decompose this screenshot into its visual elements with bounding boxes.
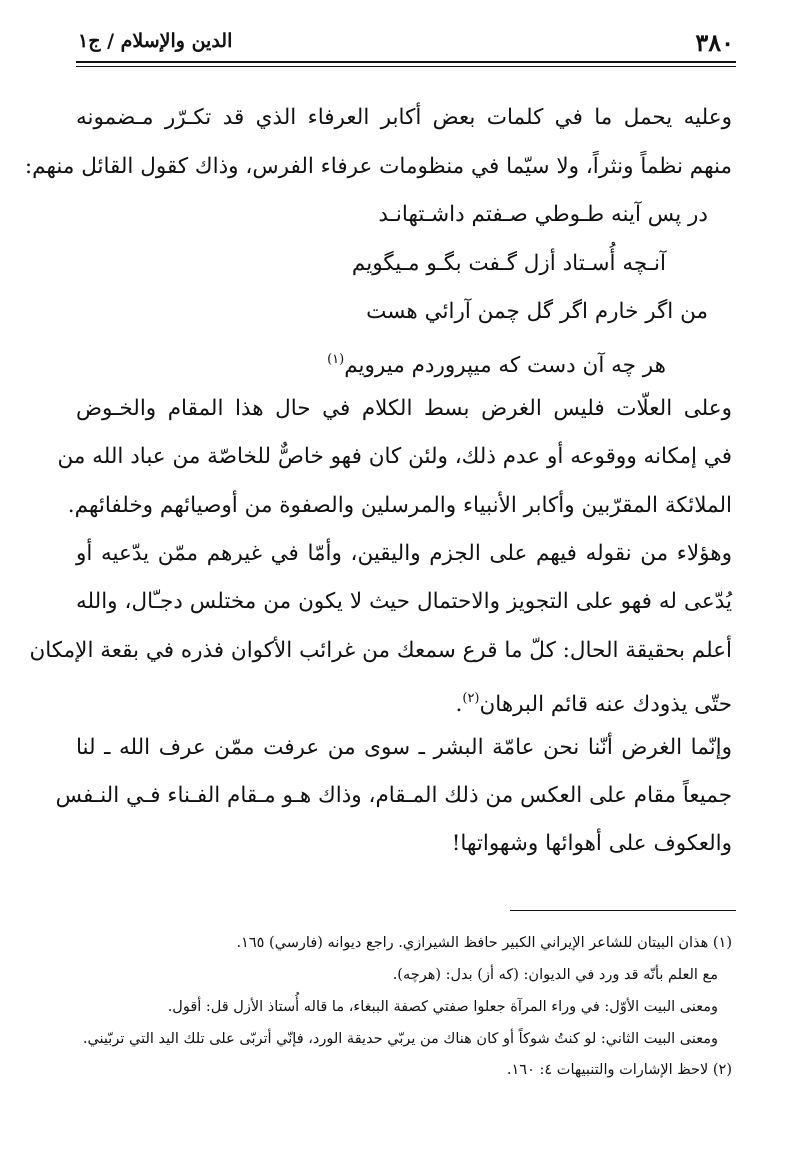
footnote-continuation: ومعنى البيت الأوّل: في وراء المرآة جعلوا صفتي كصفة الببغاء، ما قاله أُستاذ الأزل قل: أقول.: [167, 999, 718, 1015]
header-rule: [76, 61, 736, 63]
poem-line-text: هر چه آن دست كه ميپروردم ميرويم: [344, 353, 666, 378]
body-line: يُدّعى له فهو على التجويز والاحتمال حيث لا يكون من مختلس دجـّال، والله: [76, 589, 732, 614]
page-header: [78, 22, 734, 62]
poem-line: در پس آينه طـوطي صـفتم داشـتهانـد: [378, 202, 708, 227]
body-line: في إمكانه ووقوعه أو عدم ذلك، ولئن كان فهو خاصٌّ للخاصّة من عباد الله من: [57, 444, 732, 469]
body-line: الملائكة المقرّبين وأكابر الأنبياء والمرسلين والصفوة من أوصيائهم وخلفائهم.: [67, 493, 732, 518]
body-line: وإنّما الغرض أنّنا نحن عامّة البشر ـ سوى من عرفت ممّن عرف الله ـ لنا: [76, 735, 732, 760]
footnote-rule: [510, 910, 736, 911]
footnote: (١) هذان البيتان للشاعر الإيراني الكبير حافظ الشيرازي. راجع ديوانه (فارسي) ١٦٥.: [236, 935, 732, 951]
footnote-ref-2: (٢): [462, 691, 480, 706]
body-line: منهم نظماً ونثراً، ولا سيّما في منظومات عرفاء الفرس، وذاك كقول القائل منهم:: [24, 154, 732, 179]
body-line: وهؤلاء من نقوله فيهم على الجزم واليقين، وأمّا في غيرهم ممّن يدّعيه أو: [76, 541, 732, 566]
header-rule-thin: [76, 66, 736, 67]
footnote-ref-1: (١): [327, 352, 345, 367]
body-line: والعكوف على أهوائها وشهواتها!: [451, 831, 732, 856]
poem-line: آنـچه أُسـتاد أزل گـفت بگـو مـيگويم: [351, 251, 666, 276]
body-line: جميعاً مقام على العكس من ذلك المـقام، وذاك هـو مـقام الفـناء فـي النـفس: [55, 783, 732, 808]
running-title: الدين والإسلام / ج١: [78, 30, 233, 52]
body-line: وعلى العلّات فليس الغرض بسط الكلام في حال هذا المقام والخـوض: [76, 396, 732, 421]
poem-line: من اگر خارم اگر گل چمن آرائي هست: [366, 299, 708, 324]
body-line: [456, 684, 732, 720]
footnote-continuation: ومعنى البيت الثاني: لو كنتُ شوكاً أو كان هناك من يربّي حديقة الورد، فإنّي أتربّى على تلك اليد التي تربّيني.: [82, 1031, 718, 1047]
footnote: (٢) لاحظ الإشارات والتنبيهات ٤: ١٦٠.: [506, 1062, 732, 1078]
footnote-continuation: مع العلم بأنّه قد ورد في الديوان: (كه أز) بدل: (هرچه).: [392, 967, 718, 983]
body-line: وعليه يحمل ما في كلمات بعض أكابر العرفاء الذي قد تكـرّر مـضمونه: [76, 105, 732, 130]
body-line: أعلم بحقيقة الحال: كلّ ما قرع سمعك من غرائب الأكوان فذره في بقعة الإمكان: [29, 638, 732, 663]
page-number: ٣٨٠: [695, 28, 734, 57]
sentence-end: .: [455, 692, 463, 717]
poem-line: [327, 345, 666, 381]
body-line-text: حتّى يذودك عنه قائم البرهان: [479, 692, 732, 717]
